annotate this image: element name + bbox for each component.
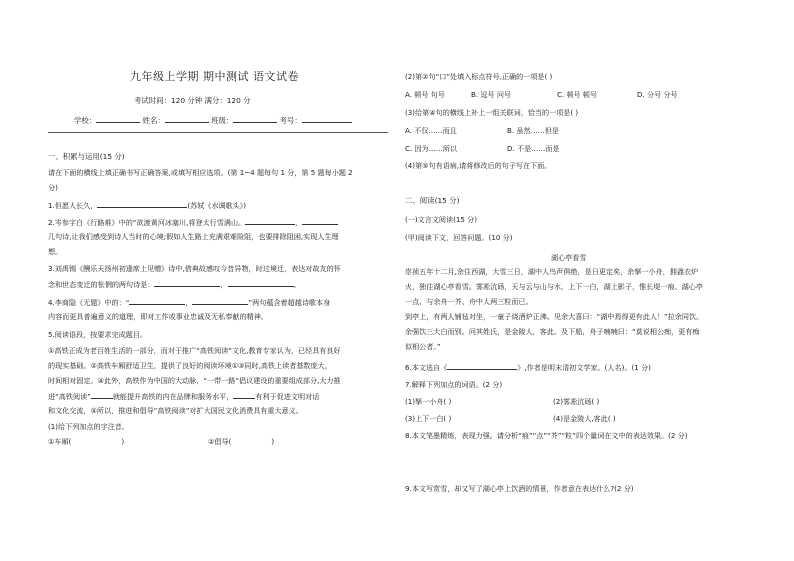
q7-item-4[interactable]: (4)是金陵人,客此( ) [553,414,616,423]
q5-sub1-b-close: ) [271,437,275,446]
name-field[interactable] [165,115,209,123]
passage-line4-b: 就能提升高铁的内在品牌和服务水平， [112,392,234,401]
q2-blank-2[interactable] [302,217,338,225]
question-4-line1: 4.李商隐《无题》中的：“ ， ”两句蕴含着超越诗歌本身 [48,298,331,307]
q4-blank-1[interactable] [129,297,185,305]
passage-line1: ①高铁正成为老百姓生活的一部分，而对于推广“高铁阅读”文化,教育专家认为，已经具有良好 [48,346,341,355]
q5-sub2-option-d[interactable]: D. 分号 分号 [637,90,678,99]
passage-line5: 和文化交流，⑤所以，推进和倡导“高铁阅读”对扩大国民文化消费具有重大意义。 [48,406,303,415]
question-5-title: 5.阅读语段，按要求完成题目。 [48,330,147,339]
passage-blank-1[interactable] [91,391,113,399]
class-field[interactable] [233,115,277,123]
q5-sub3-option-b[interactable]: B. 虽然……但是 [507,126,559,135]
q5-sub2-option-c[interactable]: C. 顿号 顿号 [557,90,598,99]
q5-sub1-title: (1)给下列加点的字注音。 [48,422,129,431]
q5-sub2: (2)第②句“口”处填入标点符号,正确的一项是( ) [405,72,553,81]
exam-title: 九年级上学期 期中测试 语文试卷 [130,70,299,83]
classical-instruction: (甲)阅读下文，回答问题。(10 分) [405,233,513,242]
number-field[interactable] [302,115,352,123]
q4-text-a: 4.李商隐《无题》中的：“ [48,298,130,307]
q5-sub2-option-b[interactable]: B. 逗号 问号 [471,90,512,99]
q4-text-b: ”两句蕴含着超越诗歌本身 [248,298,331,307]
passage-line4-c: 有利于促进文明对话 [255,392,320,401]
section1-title: 一、积累与运用(15 分) [48,152,125,161]
question-8: 8.本文笔墨精炼，表现力强。请分析“痕”“点”“芥”“粒”四个量词在文中的表达效果。(2 分) [405,431,688,440]
question-3-line2: 念和世态变迁的怅惘的两句诗是： ， 。 [48,280,301,289]
school-field[interactable] [96,115,140,123]
passage-line2: 的现实基础。②高铁车厢舒适卫生，提供了良好的阅读环境①③同时,高铁上读者基数庞大， [48,361,332,370]
essay-line6: 似相公者。” [405,342,441,351]
number-label: 考号： [279,116,302,125]
q2-text: 2.岑参字白《行路难》中的“欲渡黄河冰塞川,将登太行雪满山。 [48,218,246,227]
question-2-line3: 想。 [48,247,63,256]
q6-text-a: 6.本文选自《 [405,363,448,372]
exam-time: 考试时间：120 分钟 满分：120 分 [134,96,251,105]
essay-line5: 余强饮三大白而别。问其姓氏，是金陵人，客此。及下船，舟子喃喃曰：“莫说相公痴，更有痴 [405,327,700,336]
q7-item-1[interactable]: (1)拏一小舟( ) [405,397,452,406]
instruction-line2: 分) [48,183,58,192]
q5-sub3: (3)给第④句的横线上补上一组关联词，恰当的一项是( ) [405,108,579,117]
question-4-line2: 内容而更具普遍意义的道理，即对工作或事业忠诚及无私奉献的精神。 [48,312,268,321]
student-info-row [74,115,352,126]
q5-sub3-option-c[interactable]: C. 因为……所以 [405,144,458,153]
q3-text: 念和世态变迁的怅惘的两句诗是： [48,280,155,289]
q5-sub3-option-d[interactable]: D. 不是……而是 [507,144,560,153]
passage-line4 [48,391,319,402]
class-label: 班级： [211,116,234,125]
q5-sub1-b-label: ②倡导( [208,437,232,446]
q6-text-b: 》,作者是明末清初文学家。(人名)。(1 分) [517,363,651,372]
q3-blank-2[interactable] [228,279,294,287]
instruction-line1: 请在下面的横线上填正确书写正确答案,或填写相应选项。(第 1~4 题每句 1 分，第 5 题每小题 2 [48,168,353,177]
q5-sub1-a-label: ①车厢( [48,437,72,446]
q4-blank-2[interactable] [192,297,248,305]
q5-sub1-a-close: ) [121,437,125,446]
essay-line3: 一点、与余舟一芥、舟中人两三粒而已。 [405,297,533,306]
essay-line1: 崇祯五年十二月,余住西湖，大雪三日，湖中人鸟声俱绝，是日更定矣，余拏一小舟，拥毳衣炉 [405,267,699,276]
q5-sub3-option-a[interactable]: A. 不仅……而且 [405,126,457,135]
question-2-line1: 2.岑参字白《行路难》中的“欲渡黄河冰塞川,将登太行雪满山。 ， [48,217,338,228]
passage-blank-2[interactable] [233,391,255,399]
q1-source: (苏轼《水调歌头》) [187,201,247,210]
question-3-line1: 3.刘禹锡《酬乐天扬州初逢席上见赠》诗中,借典故感叹今昔异物，时过境迁，表达对故友的怀 [48,264,341,273]
section2-title: 二、阅读(15 分) [405,196,460,205]
essay-title: 湖心亭看雪 [551,253,587,262]
question-2-line2: 几句诗,让我们感受到诗人当时的心境;假如人生路上充满艰难险阻，也要排除阻困,实现人生理 [48,232,339,241]
essay-line2: 火，独往湖心亭看雪。雾凇沆砀，天与云与山与水，上下一白，湖上影子，惟长堤一痕、湖心亭 [405,282,703,291]
name-label: 姓名： [142,116,165,125]
q2-blank-1[interactable] [245,217,295,225]
question-7: 7.解释下列加点的词语。(2 分) [405,380,503,389]
q5-sub2-option-a[interactable]: A. 顿号 句号 [405,90,445,99]
question-1 [48,200,246,211]
passage-line3: 时间相对固定。④此外，高铁作为中国的大动脉，“一带一路”倡议建设的重要组成部分,大力推 [48,376,341,385]
q3-blank-1[interactable] [154,279,220,287]
q7-item-2[interactable]: (2)雾凇沆砀( ) [553,397,600,406]
essay-line4: 到亭上，有两人铺毡对坐，一童子烧酒炉正沸。见余大喜曰：“湖中焉得更有此人！”拉余同饮。 [405,312,704,321]
q5-sub1-a [48,437,124,447]
q5-sub1-b [208,437,274,447]
q7-item-3[interactable]: (3)上下一白( ) [405,414,452,423]
question-9: 9.本文写赏雪，却又写了湖心亭上饮酒的情景，作者意在表达什么?(2 分) [405,484,634,493]
question-6 [405,362,651,373]
classical-subtitle: (一)文言文阅读(15 分) [405,215,478,224]
q5-sub4: (4)第⑤句有语病,请将修改后的句子写在下面。 [405,161,552,170]
header-divider [48,132,388,133]
q1-prefix: 1.但愿人长久， [48,201,98,210]
q1-answer-blank[interactable] [97,200,187,208]
passage-line4-a: 进“高铁阅读” [48,392,91,401]
school-label: 学校： [74,116,97,125]
q6-blank[interactable] [447,362,517,370]
